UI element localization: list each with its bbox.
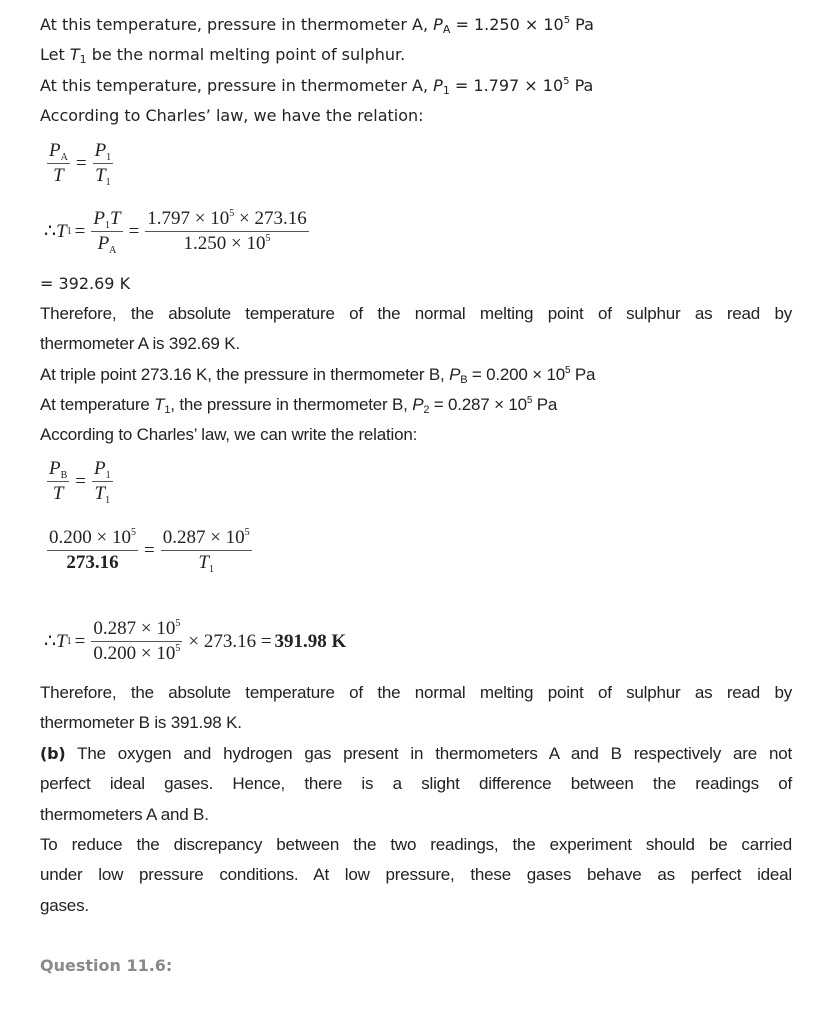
text: = 1.797 × 10 [449, 76, 564, 95]
var: P [412, 395, 424, 414]
equals-sign: = [128, 220, 140, 242]
superscript: 5 [563, 15, 571, 26]
var: T [94, 483, 106, 504]
fraction [47, 527, 138, 574]
text: At triple point 273.16 K, the pressure in thermometer B, [40, 365, 450, 384]
equation-ratio-b [44, 527, 255, 574]
value: 1.250 × 10 [183, 233, 266, 254]
subscript: 1 [105, 220, 110, 231]
subscript: 1 [208, 564, 214, 575]
equals-sign: = [74, 220, 86, 242]
fraction [47, 140, 70, 187]
superscript: 5 [175, 643, 181, 654]
fraction [47, 458, 69, 505]
text-line-part-b [40, 744, 792, 764]
text-line-conclusion-b-2: thermometer B is 391.98 K. [40, 713, 242, 732]
value: 0.287 × 10 [162, 527, 245, 548]
text-line-pressure-p2 [40, 395, 792, 415]
text-line-part-b-2: perfect ideal gases. Hence, there is a slight difference between the readings of [40, 774, 792, 793]
equals-sign: = [75, 470, 86, 492]
var: P [49, 140, 61, 161]
subscript: 1 [105, 470, 111, 481]
var: T [53, 165, 64, 186]
value: 0.200 × 10 [93, 643, 176, 664]
text: = 0.200 × 10 [467, 365, 565, 384]
equation-charles-a [44, 140, 116, 187]
value: 0.287 × 10 [93, 618, 176, 639]
text-line-reduce-3: gases. [40, 896, 89, 915]
subscript: 1 [106, 152, 112, 163]
value: 0.200 × 10 [49, 527, 131, 548]
superscript: 5 [244, 527, 250, 538]
therefore-symbol: ∴ [44, 221, 57, 242]
subscript: B [60, 470, 68, 481]
var: P [433, 76, 443, 95]
subscript: A [442, 23, 451, 36]
fraction [93, 140, 114, 187]
subscript: 1 [79, 53, 87, 66]
fraction [145, 208, 308, 255]
superscript: 5 [563, 76, 570, 87]
var: T [95, 165, 106, 186]
superscript: 5 [526, 395, 533, 406]
superscript: 5 [564, 365, 571, 376]
text-line-part-b-3: thermometers A and B. [40, 805, 209, 824]
var: P [97, 233, 110, 254]
text-line-charles-law-2: According to Charles’ law, we can write the relation: [40, 425, 418, 444]
text-line-conclusion-b-1: Therefore, the absolute temperature of the normal melting point of sulphur as read by [40, 683, 792, 702]
superscript: 5 [175, 618, 181, 629]
fraction [91, 618, 182, 665]
var: T [154, 395, 165, 414]
var: T [110, 208, 121, 229]
equals-sign: = [75, 152, 87, 174]
text-line-let-t1 [40, 45, 792, 65]
var: P [94, 140, 107, 161]
value: × 273.16 [234, 208, 307, 229]
value: 273.16 [66, 552, 119, 573]
superscript: 5 [265, 233, 271, 244]
text: = 1.250 × 10 [450, 15, 564, 34]
text: Let [40, 45, 70, 64]
text-line-pressure-p1 [40, 76, 792, 96]
superscript: 5 [229, 208, 235, 219]
text-line-pressure-a [40, 15, 792, 35]
text: = 0.287 × 10 [429, 395, 527, 414]
text-line-reduce-2: under low pressure conditions. At low pressure, these gases behave as perfect ideal [40, 865, 792, 884]
var: P [449, 365, 461, 384]
var: T [56, 220, 67, 242]
fraction [161, 527, 252, 574]
text: Pa [532, 395, 558, 414]
text: be the normal melting point of sulphur. [86, 45, 406, 64]
subscript: 1 [164, 404, 171, 416]
text: At temperature [40, 395, 155, 414]
text: Pa [569, 76, 594, 95]
text-line-conclusion-a-2: thermometer A is 392.69 K. [40, 334, 240, 353]
text-line-conclusion-a-1: Therefore, the absolute temperature of the normal melting point of sulphur as read by [40, 304, 792, 323]
var: T [56, 630, 67, 652]
text: At this temperature, pressure in thermometer A, [40, 15, 434, 34]
result-value: 391.98 K [274, 630, 347, 652]
text-line-result-a: = 392.69 K [40, 274, 131, 293]
value: 1.797 × 10 [147, 208, 230, 229]
var: P [94, 458, 106, 479]
var: T [69, 45, 80, 64]
var: P [433, 15, 443, 34]
subscript: 1 [442, 84, 450, 97]
var: T [52, 483, 64, 504]
equals-sign: = [143, 539, 155, 561]
text: , the pressure in thermometer B, [170, 395, 413, 414]
text: At this temperature, pressure in thermometer A, [40, 76, 434, 95]
text: The oxygen and hydrogen gas present in thermometers A and B respectively are not [65, 744, 792, 763]
subscript: B [460, 374, 468, 386]
equation-t1-a: ∴ T 1 = $\frac{P_1T}{P_A}$ = $\frac{1.797 \times 10^5 \times 273.16}{1.250 \times 10^5}$ [44, 208, 307, 256]
subscript: 2 [423, 404, 430, 416]
var: P [93, 208, 105, 229]
text-line-pressure-b [40, 365, 792, 385]
superscript: 5 [130, 527, 136, 538]
question-heading: Question 11.6: [40, 956, 173, 975]
var: P [49, 458, 61, 479]
var: T [198, 552, 209, 573]
text-line-charles-law-1: According to Charles’ law, we have the relation: [40, 106, 424, 125]
text: Pa [570, 365, 596, 384]
fraction [91, 208, 122, 255]
subscript: 1 [105, 177, 111, 188]
equation-charles-b [44, 458, 116, 505]
subscript: A [60, 152, 68, 163]
subscript: A [109, 245, 117, 256]
subscript: 1 [105, 495, 111, 506]
fraction [92, 458, 113, 505]
text-line-reduce-1: To reduce the discrepancy between the two readings, the experiment should be carried [40, 835, 792, 854]
part-label: (b) [40, 744, 66, 763]
equals-sign: = [74, 630, 86, 652]
therefore-symbol: ∴ [44, 631, 57, 652]
text: Pa [570, 15, 594, 34]
multiply-expression: × 273.16 = [188, 630, 272, 652]
equation-t1-b: ∴ T 1 = $\frac{0.287 \times 10^5}{0.200 \times 10^5}$ × 273.16 = 391.98 K [44, 618, 347, 664]
